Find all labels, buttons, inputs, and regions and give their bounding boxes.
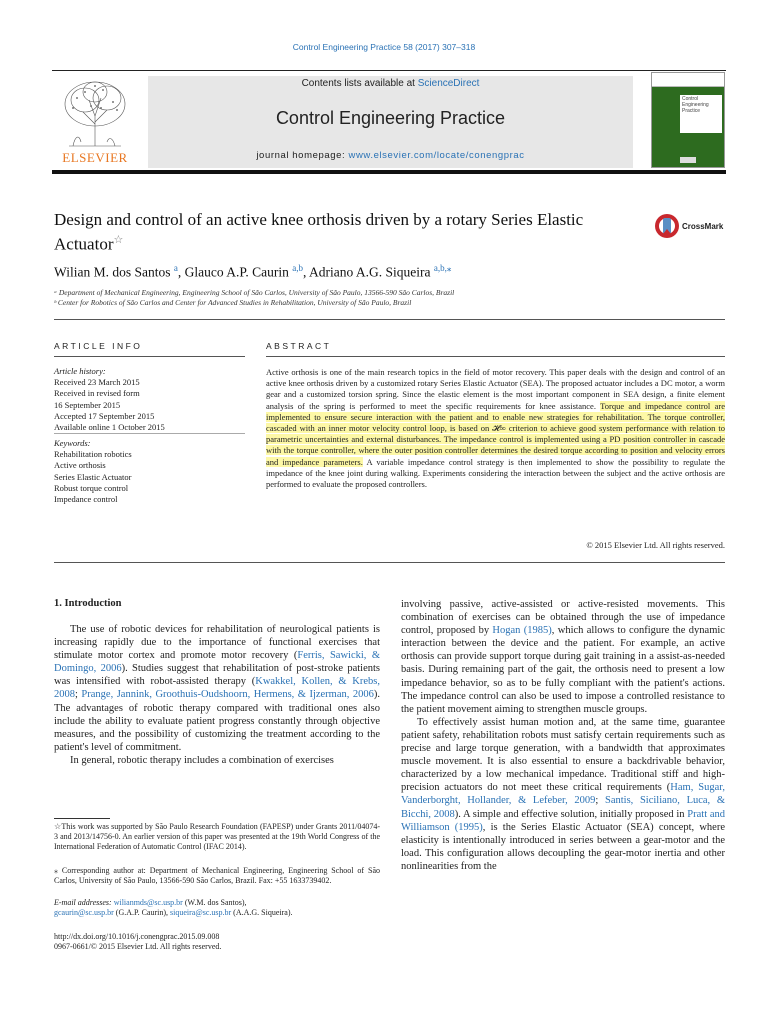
author-name: Adriano A.G. Siqueira bbox=[308, 264, 431, 280]
homepage-prefix: journal homepage: bbox=[256, 150, 349, 161]
citation-link[interactable]: Pratt and Williamson (1995) bbox=[401, 808, 725, 833]
title-footnote-mark[interactable]: ☆ bbox=[113, 234, 124, 246]
citation-link[interactable]: Hogan (1985) bbox=[492, 625, 552, 637]
corresponding-author-footnote: ⁎ Corresponding author at: Department of Mechanical Engineering, Engineering School of São Carlos, University of São Paulo, 13566-590 São Carlos, Brazil. Fax: +55 1633739402. bbox=[54, 866, 380, 885]
intro-paragraph bbox=[401, 598, 725, 716]
keyword: Active orthosis bbox=[54, 460, 106, 471]
crossmark-label: CrossMark bbox=[682, 222, 724, 231]
intro-paragraph: In general, robotic therapy includes a combination of exercises bbox=[70, 754, 334, 766]
citation-link[interactable]: Santis, Siciliano, Luca, & Bicchi, 2008 bbox=[401, 795, 725, 820]
homepage-link[interactable]: www.elsevier.com/locate/conengprac bbox=[348, 150, 525, 161]
sciencedirect-link[interactable]: ScienceDirect bbox=[417, 78, 480, 89]
keywords-label: Keywords: bbox=[54, 438, 91, 448]
text-run: To effectively assist human motion and, at the same time, guarantee patient safety, rehabilitation robots must satisfy certain requirements such as precise and large torque generation, with a bandwidth that approximates muscle movement. It is also essential to ensure a backdrivable behavior, characterized by a low mechanical impedance. Traditional stiff and high-precision actuators do not meet these critical requirements ( bbox=[401, 716, 725, 794]
article-title-text: Design and control of an active knee orthosis driven by a rotary Series Elastic Actuator bbox=[54, 210, 584, 254]
keywords-block bbox=[54, 438, 245, 505]
keywords-rule bbox=[54, 433, 245, 434]
abstract-part-2: A variable impedance control strategy is then implemented to show the possibility to regulate the impedance of the knee joint during walking. Experiments considering the interaction between the subject and the active orthosis are performed to evaluate the proposed controllers. bbox=[266, 456, 725, 490]
email-owner: (G.A.P. Caurin), bbox=[113, 908, 171, 917]
journal-reference[interactable]: Control Engineering Practice 58 (2017) 307–318 bbox=[292, 42, 476, 52]
header-bottom-rule bbox=[52, 170, 726, 174]
affiliation-b: ᵇ Center for Robotics of São Carlos and Center for Advanced Studies in Rehabilitation, University of São Paulo, Brazil bbox=[54, 298, 412, 307]
text-run: The use of robotic devices for rehabilitation of neurological patients is increasing rapidly due to the importance of functional exercises that stimulate motor cortex and promote motor recovery ( bbox=[54, 624, 380, 662]
keyword: Rehabilitation robotics bbox=[54, 449, 132, 460]
author-affiliation-mark[interactable]: a,b bbox=[292, 263, 303, 273]
keyword: Series Elastic Actuator bbox=[54, 471, 132, 482]
abstract-bottom-rule bbox=[54, 562, 725, 563]
history-received: Received 23 March 2015 bbox=[54, 377, 140, 388]
text-run: , is the Series Elastic Actuator (SEA) concept, where elasticity is intentionally introduced in series between a gear-motor and the load. This configuration allows decoupling the gear-motor inertia and other nonlinearities from the bbox=[401, 821, 725, 872]
author-affiliation-mark[interactable]: a,b,⁎ bbox=[433, 263, 452, 273]
author-list: Wilian M. dos Santos $^a$, Glauco A.P. Caurin $^{a,b}$, Adriano A.G. Siqueira $^{a,b,⁎}$ bbox=[54, 263, 452, 280]
crossmark-badge[interactable] bbox=[654, 213, 730, 239]
left-column bbox=[54, 623, 380, 767]
right-column bbox=[401, 598, 725, 873]
funding-footnote: ☆This work was supported by São Paulo Research Foundation (FAPESP) under Grants 2011/04074-3 and 2013/14756-0. An earlier version of this paper was presented at the 19th World Congress of the International Federation of Automatic Control (IFAC 2014). bbox=[54, 822, 380, 851]
journal-homepage bbox=[148, 150, 633, 161]
author-name: Wilian M. dos Santos bbox=[54, 264, 171, 280]
keyword: Impedance control bbox=[54, 494, 118, 505]
abstract-rule bbox=[266, 356, 725, 357]
article-info-heading: ARTICLE INFO bbox=[54, 341, 143, 351]
elsevier-wordmark: ELSEVIER bbox=[62, 150, 128, 165]
contents-line bbox=[148, 78, 633, 89]
email-owner: (A.A.G. Siqueira). bbox=[231, 908, 293, 917]
cover-logo bbox=[680, 157, 696, 163]
text-run: involving passive, active-assisted or active-resisted movements. This combination of exercises can be obtained through the use of impedance control, proposed by bbox=[401, 599, 725, 637]
footnote-rule bbox=[54, 818, 110, 819]
intro-paragraph bbox=[401, 716, 725, 873]
citation-link[interactable]: Prange, Jannink, Groothuis-Oudshoorn, Hermens, & Ijzerman, 2006 bbox=[81, 689, 374, 701]
text-run: ). Studies suggest that rehabilitation of post-stroke patients was intensified with robot-assisted therapy ( bbox=[54, 663, 380, 688]
text-run: ; bbox=[75, 689, 82, 701]
header-top-rule bbox=[52, 70, 726, 71]
text-run: ). The advantages of robotic therapy compared with traditional ones also include the ability to evaluate patient progress constantly through objective measures, and the possibility of customizing the treatment according to the patient's level of commitment. bbox=[54, 689, 380, 753]
article-info-rule bbox=[54, 356, 245, 357]
abstract-heading: ABSTRACT bbox=[266, 341, 332, 351]
journal-cover-thumbnail[interactable] bbox=[651, 72, 725, 168]
cover-title: Control Engineering Practice bbox=[680, 95, 722, 133]
abstract-part-1: Active orthosis is one of the main research topics in the field of motor recovery. This paper deals with the design and control of an active knee orthosis driven by a customized rotary Series Elastic Actuator (SEA). The proposed actuator includes a DC motor, a worm gear and a customized torsion spring. Since the elastic element is the most important component in SEA design, a finite element analysis of the spring is performed to meet the specific requirements for knee assistance. bbox=[266, 367, 725, 411]
journal-name: Control Engineering Practice bbox=[275, 108, 506, 128]
history-accepted: Accepted 17 September 2015 bbox=[54, 410, 155, 421]
email-label: E-mail addresses: bbox=[54, 898, 114, 907]
citation-link[interactable]: Ferris, Sawicki, & Domingo, 2006 bbox=[54, 650, 381, 675]
text-run: ; bbox=[595, 795, 605, 807]
affiliation-rule bbox=[54, 319, 725, 320]
email-link[interactable]: siqueira@sc.usp.br bbox=[170, 908, 232, 917]
abstract-copyright: © 2015 Elsevier Ltd. All rights reserved. bbox=[586, 540, 725, 550]
author-affiliation-mark[interactable]: a bbox=[173, 263, 178, 273]
issn-line: 0967-0661/© 2015 Elsevier Ltd. All rights reserved. bbox=[54, 942, 222, 951]
contents-prefix: Contents lists available at bbox=[301, 78, 418, 89]
email-footnote bbox=[54, 898, 380, 918]
email-link[interactable]: wilianmds@sc.usp.br bbox=[113, 898, 183, 907]
abstract-highlighted-text[interactable]: Torque and impedance control are implemented to ensure secure interaction with the patient and to enable new strategies for rehabilitation. The torque controller, cascaded with an inner motor velocity control loop, is based on 𝓗∞ criterion to achieve good system performance with relation to parametric uncertainties and external disturbances. The impedance control is implemented using a PD position controller in cascade with the torque controller, where the outer position controller determines the desired torque according to position and velocity errors and impedance parameters. bbox=[266, 400, 725, 467]
intro-paragraph bbox=[54, 623, 380, 754]
crossmark-icon bbox=[654, 213, 680, 239]
history-revised: Received in revised form bbox=[54, 388, 140, 399]
text-run: , which allows to configure the dynamic interaction between the device and the patient. For example, an active orthosis can provide support torque during gait training in a assist-as-needed basis. During remaining part of the gait, the orthosis need to present a low impedance behavior, so as to be fully compliant with the patient's actions. The impedance control can also be used to impose a controlled resistance to the patient movement aiming to strengthen muscle groups. bbox=[401, 625, 725, 715]
author-name: Glauco A.P. Caurin bbox=[184, 264, 289, 280]
history-revised-date: 16 September 2015 bbox=[54, 399, 121, 410]
citation-link[interactable]: Ham, Sugar, Vanderborght, Hollander, & Lefeber, 2009 bbox=[401, 782, 725, 807]
keyword: Robust torque control bbox=[54, 482, 129, 493]
email-link[interactable]: gcaurin@sc.usp.br bbox=[54, 908, 114, 917]
article-title bbox=[54, 210, 644, 255]
history-label: Article history: bbox=[54, 366, 106, 376]
doi-link[interactable]: http://dx.doi.org/10.1016/j.conengprac.2015.09.008 bbox=[54, 932, 220, 941]
cover-top-band bbox=[652, 73, 724, 87]
article-history bbox=[54, 366, 245, 433]
section-title: 1. Introduction bbox=[54, 598, 122, 609]
history-online: Available online 1 October 2015 bbox=[54, 422, 165, 433]
affiliation-a: ᵃ Department of Mechanical Engineering, Engineering School of São Carlos, University of São Paulo, 13566-590 São Carlos, Brazil bbox=[54, 288, 455, 297]
abstract-text bbox=[266, 367, 725, 490]
citation-link[interactable]: Kwakkel, Kollen, & Krebs, 2008 bbox=[54, 676, 380, 701]
email-owner: (W.M. dos Santos), bbox=[182, 898, 247, 907]
text-run: ). A simple and effective solution, initially proposed in bbox=[454, 808, 688, 820]
